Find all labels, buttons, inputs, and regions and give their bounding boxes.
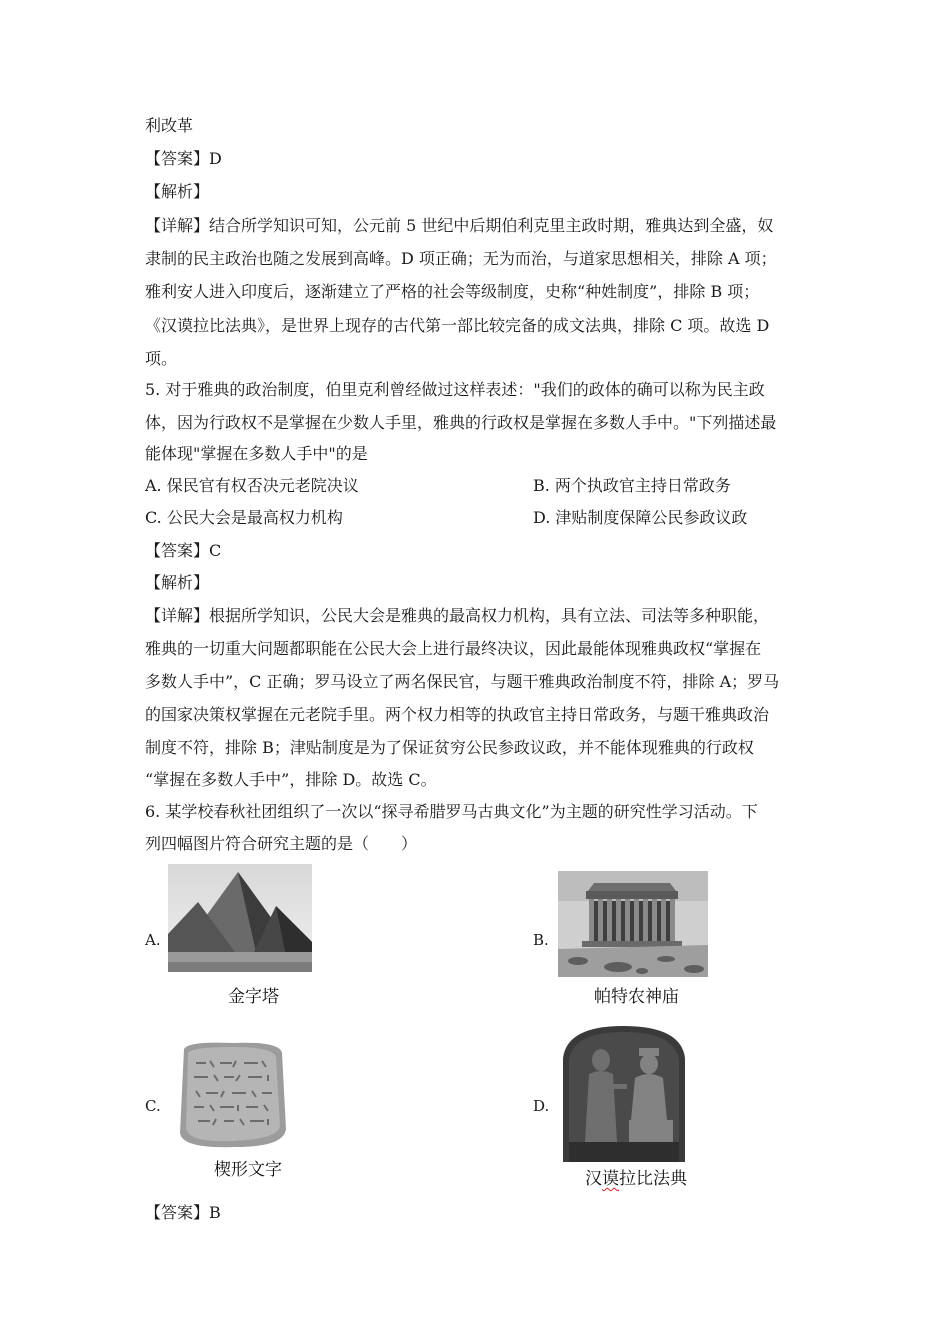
parthenon-photo	[558, 871, 708, 977]
q6-option-d-caption: 汉谟拉比法典	[585, 1169, 687, 1189]
hammurabi-stele-photo	[559, 1024, 689, 1162]
text-line: 制度不符，排除 B；津贴制度是为了保证贫穷公民参政议政，并不能体现雅典的行政权	[145, 738, 754, 757]
q5-option-d: D. 津贴制度保障公民参政议政	[533, 508, 748, 527]
answer-line	[145, 1203, 221, 1223]
question-6-line: 列四幅图片符合研究主题的是（ ）	[145, 834, 418, 853]
pyramid-photo	[168, 864, 312, 972]
answer-label: 【答案】	[145, 541, 210, 560]
q6-option-b-letter: B.	[533, 931, 549, 949]
text-line: 【详解】根据所学知识，公民大会是雅典的最高权力机构，具有立法、司法等多种职能，	[145, 606, 770, 625]
question-5-line: 体，因为行政权不是掌握在少数人手里，雅典的行政权是掌握在多数人手中。"下列描述最	[145, 413, 777, 432]
question-6-line: 6. 某学校春秋社团组织了一次以“探寻希腊罗马古典文化”为主题的研究性学习活动。下	[145, 802, 758, 821]
q6-option-b-caption: 帕特农神庙	[594, 987, 679, 1007]
text-line: “掌握在多数人手中”，排除 D。故选 C。	[145, 770, 437, 789]
text-line: 【详解】结合所学知识可知，公元前 5 世纪中后期伯利克里主政时期，雅典达到全盛，奴	[145, 216, 774, 235]
text-line: 多数人手中”，C 正确；罗马设立了两名保民官，与题干雅典政治制度不符，排除 A；罗马	[145, 672, 780, 691]
q6-option-a-caption: 金字塔	[228, 987, 279, 1007]
text-line: 雅利安人进入印度后，逐渐建立了严格的社会等级制度，史称“种姓制度”，排除 B 项；	[145, 282, 760, 301]
text-line: 项。	[145, 349, 178, 368]
text-line: 的国家决策权掌握在元老院手里。两个权力相等的执政官主持日常政务，与题干雅典政治	[145, 705, 770, 724]
text-line: 雅典的一切重大问题都职能在公民大会上进行最终决议，因此最能体现雅典政权“掌握在	[145, 639, 762, 658]
text-line: 利改革	[145, 116, 194, 135]
cuneiform-tablet-photo	[176, 1039, 288, 1151]
q5-option-b: B. 两个执政官主持日常政务	[533, 476, 731, 495]
analysis-label: 【解析】	[145, 182, 210, 201]
text-line: 隶制的民主政治也随之发展到高峰。D 项正确；无为而治，与道家思想相关，排除 A 项；	[145, 249, 777, 268]
q6-option-a-letter: A.	[145, 931, 161, 949]
answer-label: 【答案】	[145, 149, 210, 168]
answer-value: D	[209, 149, 222, 168]
answer-line	[145, 149, 222, 169]
question-5-line: 能体现"掌握在多数人手中"的是	[145, 444, 368, 463]
q5-option-a: A. 保民官有权否决元老院决议	[145, 476, 359, 495]
question-5-line: 5. 对于雅典的政治制度，伯里克利曾经做过这样表述："我们的政体的确可以称为民主政	[145, 380, 765, 399]
answer-label: 【答案】	[145, 1203, 210, 1222]
analysis-label: 【解析】	[145, 573, 210, 592]
answer-value: C	[209, 541, 222, 560]
q6-option-c-letter: C.	[145, 1097, 161, 1115]
q5-option-c: C. 公民大会是最高权力机构	[145, 508, 343, 527]
q6-option-d-letter: D.	[533, 1097, 550, 1115]
answer-line	[145, 541, 221, 561]
answer-value: B	[209, 1203, 221, 1222]
text-line: 《汉谟拉比法典》，是世界上现存的古代第一部比较完备的成文法典，排除 C 项。故选 D	[145, 316, 770, 335]
q6-option-c-caption: 楔形文字	[214, 1160, 282, 1180]
